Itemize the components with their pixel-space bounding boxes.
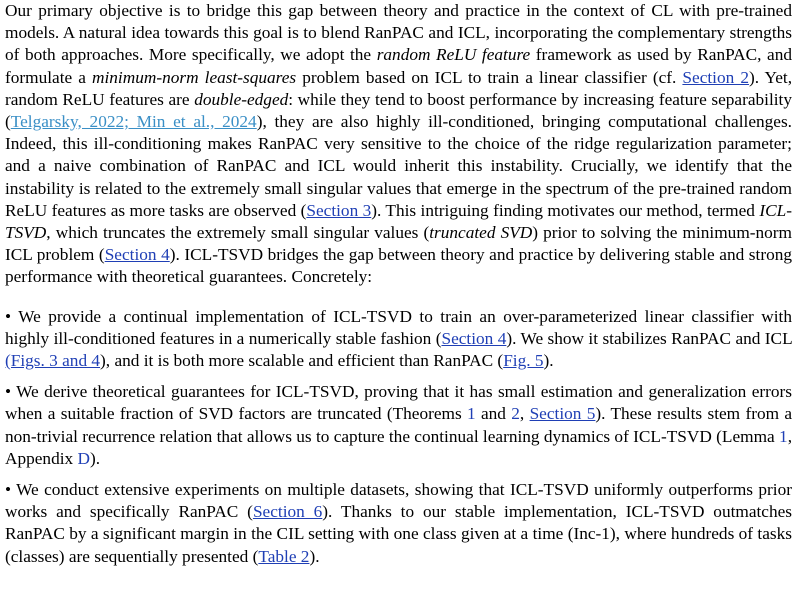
body-text: ). We show it stabilizes RanPAC and ICL	[506, 328, 793, 348]
body-text: We derive theoretical guarantees for ICL-TSVD, proving that it has small estimation and generalization errors when a suitable fraction of SVD factors are truncated (Theorems	[5, 382, 792, 424]
body-text: We provide a continual implementation of ICL-TSVD to train an over-parameterized linear classifier with highly ill-conditioned features in a numerically stable fashion (	[5, 306, 792, 348]
emphasis-text: double-edged	[194, 89, 289, 109]
bullet-marker: •	[5, 382, 12, 402]
intro-paragraph	[5, 0, 792, 289]
body-text: ).	[309, 546, 320, 566]
cross-reference-link[interactable]: Section 4	[441, 328, 507, 348]
body-text: We conduct extensive experiments on multiple datasets, showing that ICL-TSVD uniformly outperforms prior works and specifically RanPAC (	[5, 480, 792, 522]
body-text: ).	[543, 351, 554, 371]
body-text: ). This intriguing finding motivates our method, termed	[371, 200, 760, 220]
bullet-marker: •	[5, 306, 12, 326]
numbered-reference[interactable]: 1	[779, 426, 788, 446]
cross-reference-link[interactable]: Section 6	[252, 502, 323, 522]
body-text: ).	[89, 448, 101, 468]
cross-reference-link[interactable]: Section 4	[104, 245, 170, 265]
body-text: ). Yet, random ReLU features are	[5, 67, 793, 109]
contribution-item	[5, 381, 792, 470]
body-text: ). Thanks to our stable implementation, ICL-TSVD outmatches RanPAC by a significant margin in the CIL setting with one class given at a time (Inc-1), where hundreds of tasks (classes) are sequentially presented (	[5, 502, 793, 566]
body-text: and	[475, 404, 512, 424]
body-text: : while they tend to boost performance by increasing feature separability (	[5, 89, 793, 132]
body-text: ). These results stem from a non-trivial recurrence relation that allows us to capture the continual learning dynamics of ICL-TSVD (Lemma	[5, 404, 793, 446]
numbered-reference[interactable]: 1	[467, 404, 476, 424]
contribution-item	[5, 479, 792, 568]
emphasis-text: minimum-norm least-squares	[92, 67, 297, 87]
body-text: , which truncates the extremely small singular values (	[46, 223, 430, 243]
cross-reference-link[interactable]: Section 2	[682, 67, 749, 87]
body-text: problem based on ICL to train a linear classifier (cf.	[296, 67, 683, 87]
bullet-marker: •	[5, 480, 12, 500]
contribution-item	[5, 306, 792, 373]
cross-reference-link[interactable]: Section 3	[306, 200, 372, 220]
emphasis-text: truncated SVD	[429, 223, 533, 243]
emphasis-text: random ReLU feature	[376, 45, 531, 65]
body-text: Our primary objective is to bridge this gap between theory and practice in the context of CL with pre-trained models. A natural idea towards this goal is to blend RanPAC and ICL, incorporating the complementary strengths of both approaches. More specifically, we adopt the	[5, 1, 792, 65]
body-text: ). ICL-TSVD bridges the gap between theory and practice by delivering stable and strong performance with theoretical guarantees. Concretely:	[5, 245, 792, 287]
cross-reference-link[interactable]: Section 5	[529, 404, 596, 424]
body-text: , Appendix	[5, 426, 793, 468]
cross-reference-link[interactable]: Table 2	[258, 546, 310, 566]
contributions-list	[5, 306, 792, 568]
body-text: framework as used by RanPAC, and formulate a	[5, 45, 792, 87]
emphasis-text: ICL-TSVD	[5, 200, 792, 243]
numbered-reference[interactable]: 2	[511, 404, 520, 424]
citation-link[interactable]: Telgarsky, 2022; Min et al., 2024	[10, 112, 257, 132]
body-text: ,	[519, 404, 530, 424]
numbered-reference[interactable]: D	[77, 448, 90, 468]
cross-reference-link[interactable]: (Figs. 3 and 4	[5, 351, 101, 371]
body-text: ), they are also highly ill-conditioned, bringing computational challenges. Indeed, this ill-conditioning makes RanPAC very sensitive to the choice of the ridge regularization parameter; and a naive combination of RanPAC and ICL would inherit this instability. Crucially, we identify that the instability is related to the extremely small singular values that emerge in the spectrum of the pre-trained random ReLU features as more tasks are observed (	[5, 112, 792, 220]
body-text: ), and it is both more scalable and efficient than RanPAC (	[100, 351, 504, 371]
body-text: ) prior to solving the minimum-norm ICL problem (	[5, 223, 792, 265]
cross-reference-link[interactable]: Fig. 5	[503, 351, 544, 371]
